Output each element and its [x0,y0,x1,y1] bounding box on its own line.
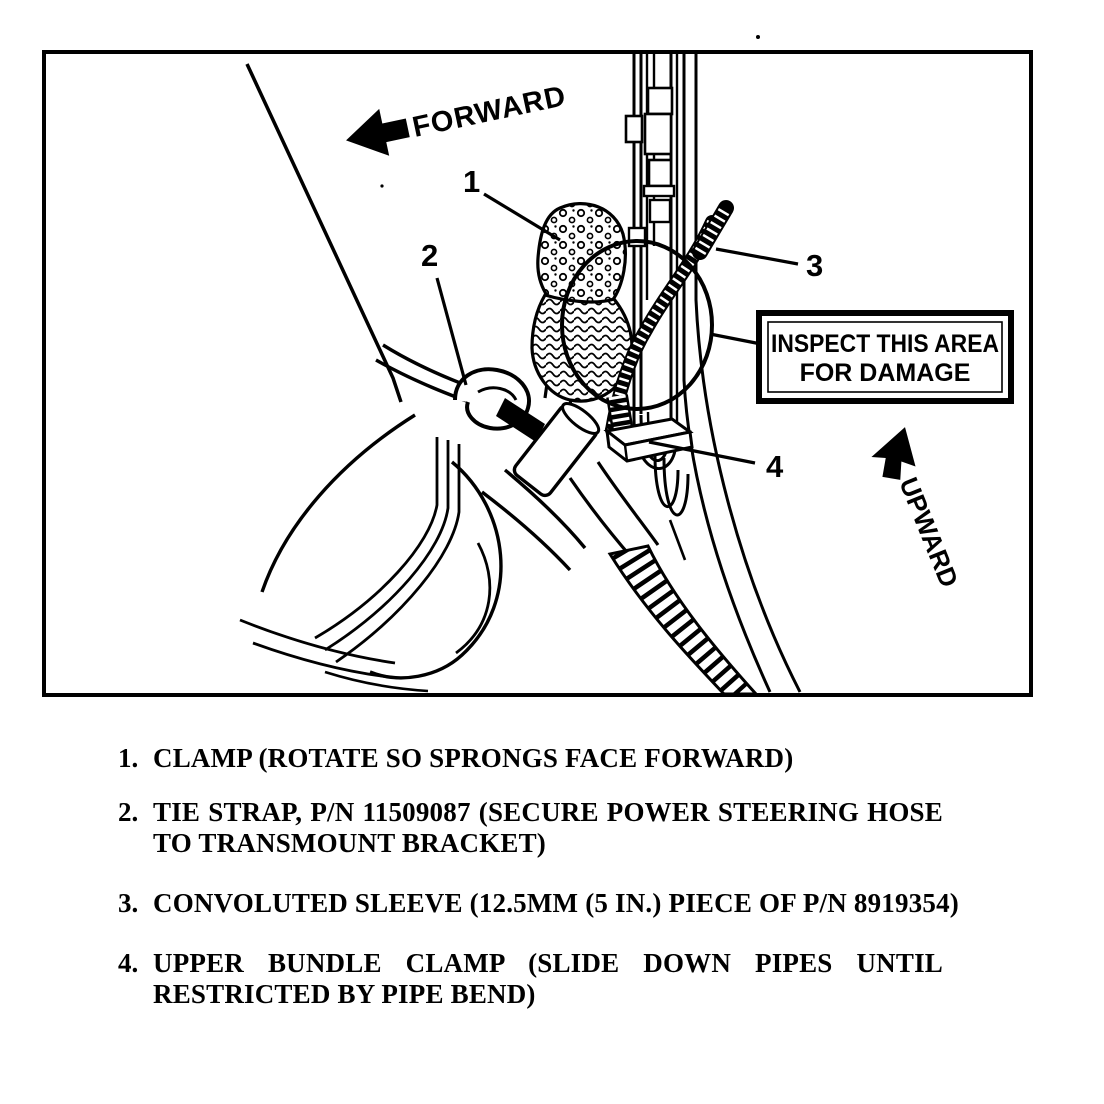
inspect-note-line1: INSPECT THIS AREA [771,330,999,358]
legend-item-text: CLAMP (ROTATE SO SPRONGS FACE FORWARD) [153,743,794,773]
callout-2: 2 [421,238,439,273]
legend-item-text: TIE STRAP, P/N 11509087 (SECURE POWER STEERING HOSE [153,797,943,827]
legend-item-number: 2. [118,797,139,827]
legend-item-1 [118,743,968,774]
callout-1: 1 [463,164,481,199]
legend-item-text: TO TRANSMOUNT BRACKET) [153,828,546,858]
legend-item-text: RESTRICTED BY PIPE BEND) [153,979,536,1009]
legend-item-4 [118,948,968,1010]
legend-item-2 [118,797,968,859]
ribbed-hose [610,546,756,694]
legend-item-3 [118,888,968,919]
callout-3: 3 [806,248,824,283]
legend-item-number: 4. [118,948,139,978]
legend-item-number: 1. [118,743,139,773]
legend-item-text: CONVOLUTED SLEEVE (12.5MM (5 IN.) PIECE OF P/N 8919354) [153,888,959,918]
forward-label: FORWARD [409,80,570,144]
upward-label: UPWARD [893,473,965,592]
legend-item-number: 3. [118,888,139,918]
upward-arrow [867,421,965,592]
callout-4: 4 [766,449,784,484]
inspect-note-line2: FOR DAMAGE [799,359,971,387]
legend-item-text: UPPER BUNDLE CLAMP (SLIDE DOWN PIPES UNTIL [153,948,943,978]
